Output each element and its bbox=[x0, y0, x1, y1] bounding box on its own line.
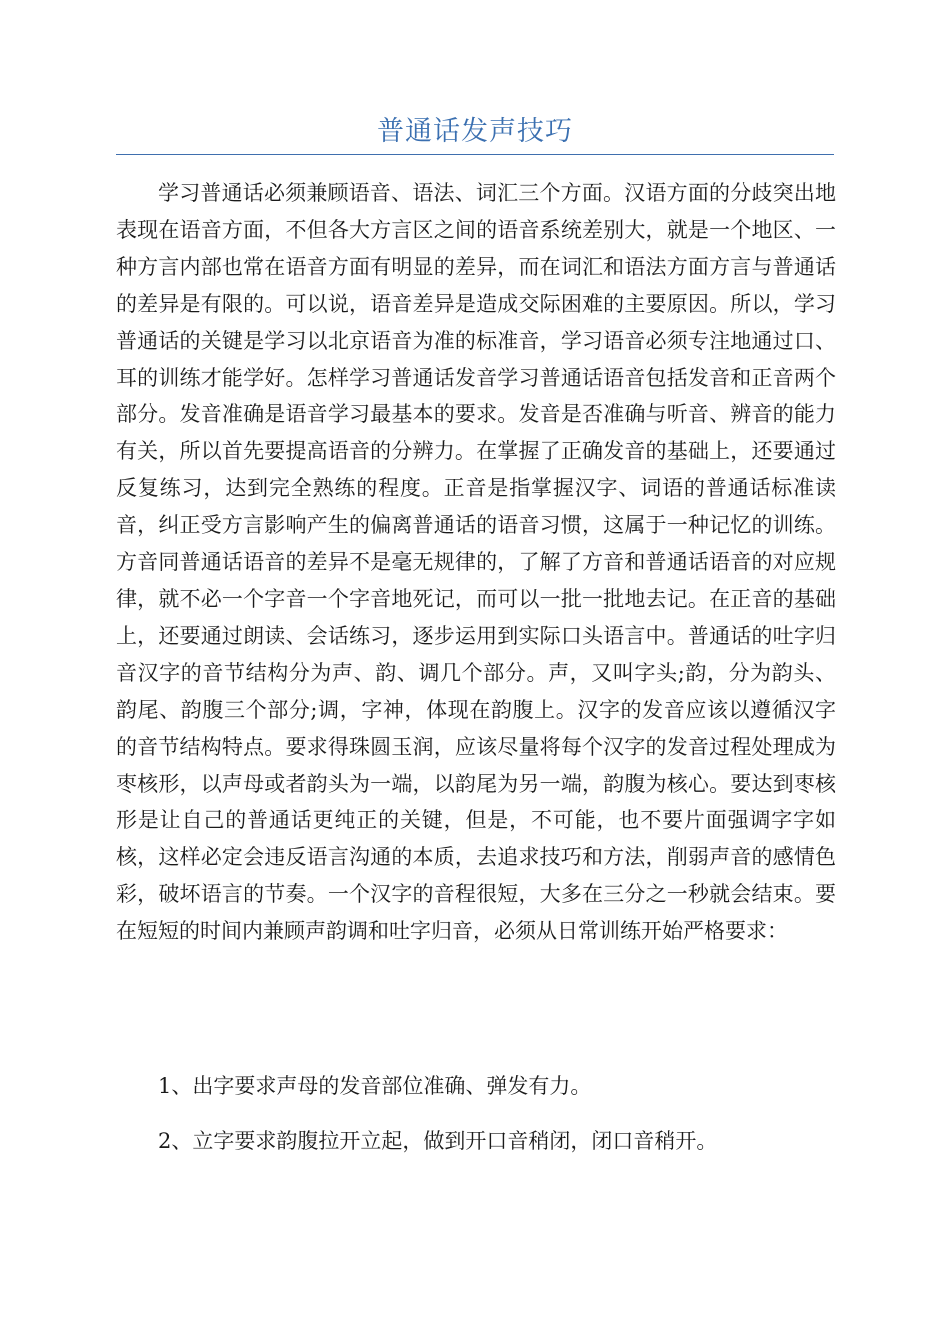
list-item: 2、立字要求韵腹拉开立起，做到开口音稍闭，闭口音稍开。 bbox=[158, 1129, 718, 1153]
document-title: 普通话发声技巧 bbox=[377, 116, 573, 147]
title-underline bbox=[116, 154, 834, 155]
body-paragraph: 学习普通话必须兼顾语音、语法、词汇三个方面。汉语方面的分歧突出地表现在语音方面，不但各大方言区之间的语音系统差别大，就是一个地区、一种方言内部也常在语音方面有明显的差异，而在词汇和语法方面方言与普通话的差异是有限的。可以说，语音差异是造成交际困难的主要原因。所以，学习普通话的关键是学习以北京语音为准的标准音，学习语音必须专注地通过口、耳的训练才能学好。怎样学习普通话发音学习普通话语音包括发音和正音两个部分。发音准确是语音学习最基本的要求。发音是否准确与听音、辨音的能力有关，所以首先要提高语音的分辨力。在掌握了正确发音的基础上，还要通过反复练习，达到完全熟练的程度。正音是指掌握汉字、词语的普通话标准读音，纠正受方言影响产生的偏离普通话的语音习惯，这属于一种记忆的训练。方音同普通话语音的差异不是毫无规律的，了解了方音和普通话语音的对应规律，就不必一个字音一个字音地死记，而可以一批一批地去记。在正音的基础上，还要通过朗读、会话练习，逐步运用到实际口头语言中。普通话的吐字归音汉字的音节结构分为声、韵、调几个部分。声，又叫字头;韵，分为韵头、韵尾、韵腹三个部分;调，字神，体现在韵腹上。汉字的发音应该以遵循汉字的音节结构特点。要求得珠圆玉润，应该尽量将每个汉字的发音过程处理成为枣核形，以声母或者韵头为一端，以韵尾为另一端，韵腹为核心。要达到枣核形是让自己的普通话更纯正的关键，但是，不可能，也不要片面强调字字如核，这样必定会违反语言沟通的本质，去追求技巧和方法，削弱声音的感情色彩，破坏语言的节奏。一个汉字的音程很短，大多在三分之一秒就会结束。要在短短的时间内兼顾声韵调和吐字归音，必须从日常训练开始严格要求： bbox=[116, 181, 836, 944]
list-item: 1、出字要求声母的发音部位准确、弹发有力。 bbox=[158, 1074, 592, 1098]
